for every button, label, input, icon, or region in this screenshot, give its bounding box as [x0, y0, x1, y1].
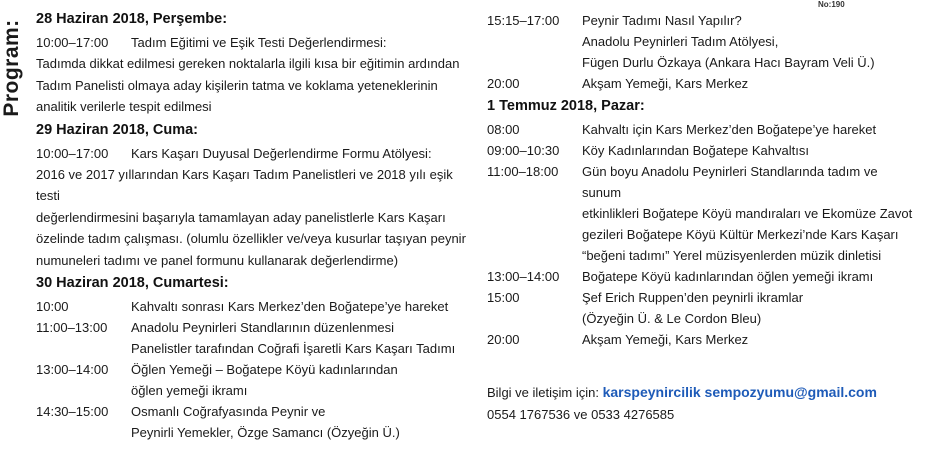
entry-time: 10:00: [36, 299, 69, 315]
day-heading-30-june: 30 Haziran 2018, Cumartesi:: [36, 275, 229, 292]
day-heading-28-june: 28 Haziran 2018, Perşembe:: [36, 11, 228, 27]
entry-time: 11:00–13:00: [36, 320, 108, 336]
day1-line: Tadım Eğitimi ve Eşik Testi Değerlendirmesi:: [131, 35, 387, 50]
entry-time: 08:00: [487, 122, 520, 137]
entry-time: 15:15–17:00: [487, 13, 560, 28]
contact-info: [487, 381, 917, 426]
entry-description: Öğlen Yemeği – Boğatepe Köyü kadınlarından öğlen yemeği ikramı: [131, 362, 398, 399]
day2-time: 10:00–17:00: [36, 145, 109, 161]
schedule-entry: [487, 287, 917, 329]
schedule-entry: [36, 401, 466, 443]
entry-time: 15:00: [487, 290, 520, 305]
schedule-entry: [487, 161, 917, 266]
schedule-entry: [487, 329, 917, 350]
day1-line: analitik verilerle tespit edilmesi: [36, 99, 212, 115]
entry-description: Akşam Yemeği, Kars Merkez: [582, 76, 749, 91]
day1-line: Tadımda dikkat edilmesi gereken noktalarla ilgili kısa bir eğitimin ardından: [36, 56, 460, 72]
day1-description: [36, 32, 466, 118]
day2-line: 2016 ve 2017 yıllarından Kars Kaşarı Tadım Panelistleri ve 2018 yılı eşik testi: [36, 167, 453, 204]
day1-line: Tadım Panelisti olmaya aday kişilerin tatma ve koklama yeteneklerinin: [36, 77, 438, 93]
day2-line: numuneleri tadımı ve panel formunu kullanarak değerlendirme): [36, 252, 399, 268]
entry-description: Osmanlı Coğrafyasında Peynir ve Peynirli Yemekler, Özge Samancı (Özyeğin Ü.): [131, 404, 400, 441]
entry-time: 20:00: [487, 76, 520, 91]
day2-description: [36, 143, 466, 271]
entry-description: Kahvaltı sonrası Kars Merkez’den Boğatepe’ye hareket: [131, 299, 449, 315]
day1-time: 10:00–17:00: [36, 35, 109, 50]
day-heading-1-july: 1 Temmuz 2018, Pazar:: [487, 98, 645, 114]
entry-time: 13:00–14:00: [36, 362, 109, 378]
right-column: [487, 10, 917, 350]
day2-line: özelinde tadım çalışması. (olumlu özellikler ve/veya kusurlar taşıyan peynir: [36, 231, 466, 247]
schedule-entry: [487, 119, 917, 140]
contact-label: Bilgi ve iletişim için:: [487, 385, 599, 400]
entry-time: 09:00–10:30: [487, 143, 560, 158]
entry-time: 20:00: [487, 332, 520, 347]
entry-description: Akşam Yemeği, Kars Merkez: [582, 332, 749, 347]
left-column: [36, 10, 466, 443]
schedule-entry: [36, 359, 466, 401]
schedule-entry: [487, 266, 917, 287]
entry-time: 14:30–15:00: [36, 404, 109, 420]
entry-description: Boğatepe Köyü kadınlarından öğlen yemeği ikramı: [582, 269, 874, 284]
day-heading-29-june: 29 Haziran 2018, Cuma:: [36, 121, 198, 138]
schedule-entry: [487, 73, 917, 94]
day2-line: Kars Kaşarı Duyusal Değerlendirme Formu Atölyesi:: [131, 145, 432, 161]
entry-description: Kahvaltı için Kars Merkez’den Boğatepe’ye hareket: [582, 122, 877, 137]
entry-description: Köy Kadınlarından Boğatepe Kahvaltısı: [582, 143, 809, 158]
schedule-entry: [36, 317, 466, 359]
entry-description: Peynir Tadımı Nasıl Yapılır? Anadolu Peynirleri Tadım Atölyesi, Fügen Durlu Özkaya (Ankara Hacı Bayram Veli Ü.): [582, 13, 875, 70]
contact-email-link[interactable]: karspeynircilik sempozyumu@gmail.com: [602, 384, 877, 400]
entry-description: Gün boyu Anadolu Peynirleri Standlarında tadım ve sunum etkinlikleri Boğatepe Köyü mandıraları ve Ekomüze Zavot gezileri Boğatepe Köyü Kültür Merkezi’nde Kars Kaşarı “beğeni tadımı” Yerel müzisyenlerden müzik dinletisi: [582, 164, 913, 263]
program-label: Program:: [0, 19, 23, 117]
schedule-entry: [487, 10, 917, 73]
schedule-entry: [487, 140, 917, 161]
document-number: No:190: [818, 0, 845, 9]
program-sidebar-label: [0, 8, 24, 128]
entry-time: 13:00–14:00: [487, 269, 560, 284]
contact-phones: 0554 1767536 ve 0533 4276585: [487, 407, 675, 422]
day2-line: değerlendirmesini başarıyla tamamlayan aday panelistlerle Kars Kaşarı: [36, 209, 446, 225]
schedule-entry: [36, 296, 466, 317]
entry-time: 11:00–18:00: [487, 164, 559, 179]
entry-description: Anadolu Peynirleri Standlarının düzenlenmesi Panelistler tarafından Coğrafi İşaretli Kars Kaşarı Tadımı: [131, 320, 456, 357]
entry-description: Şef Erich Ruppen’den peynirli ikramlar (Özyeğin Ü. & Le Cordon Bleu): [582, 290, 804, 326]
